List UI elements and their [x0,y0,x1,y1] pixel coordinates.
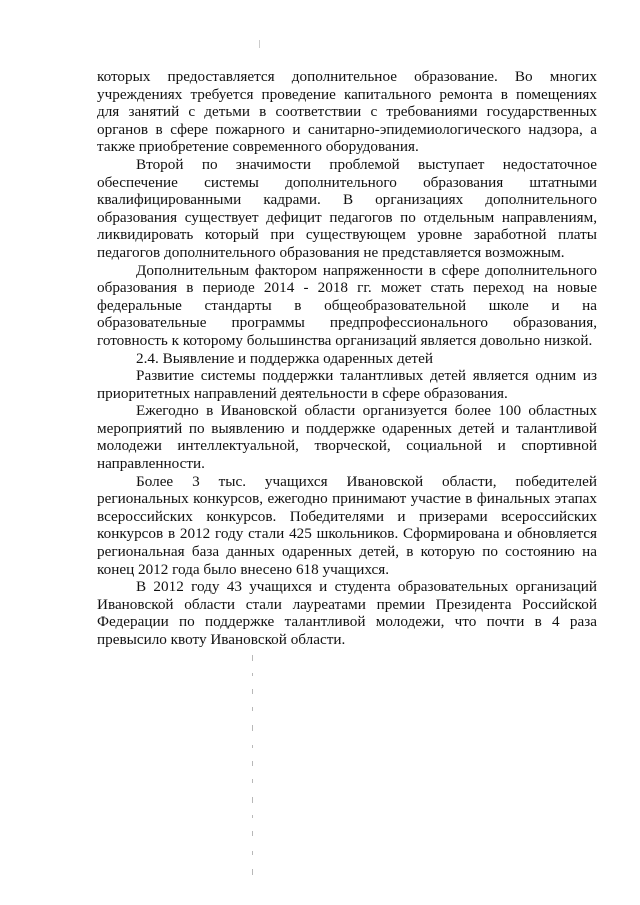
paragraph-competition-winners: Более 3 тыс. учащихся Ивановской области, победителей региональных конкурсов, ежегодно принимают участие в финальных этапах всероссийских конкурсов. Победителями и призерами всероссийских конкурсов в 2012 году стали 425 школьников. Сформирована и обновляется региональная база данных одаренных детей, в которую по состоянию на конец 2012 года было внесено 618 учащихся. [97,472,597,578]
scan-artifact [259,40,260,48]
document-body [97,68,597,649]
section-heading: 2.4. Выявление и поддержка одаренных детей [136,349,433,367]
paragraph-continuation: которых предоставляется дополнительное образование. Во многих учреждениях требуется проведение капитального ремонта в помещениях для занятий с детьми в соответствии с требованиями государственных органов в сфере пожарного и санитарно-эпидемиологического надзора, а также приобретение современного оборудования. [97,68,597,156]
paragraph-president-award: В 2012 году 43 учащихся и студента образовательных организаций Ивановской области стали лауреатами премии Президента Российской Федерации по поддержке талантливой молодежи, что почти в 4 раза превысило квоту Ивановской области. [97,578,597,648]
paragraph-regional-events: Ежегодно в Ивановской области организуется более 100 областных мероприятий по выявлению и поддержке одаренных детей и талантливой молодежи интеллектуальной, творческой, социальной и спортивной направленности. [97,402,597,473]
paragraph-talent-support: Развитие системы поддержки талантливых детей является одним из приоритетных направлений деятельности в сфере образования. [97,367,597,402]
scan-artifact-dots [252,655,256,885]
paragraph-standards-transition: Дополнительным фактором напряженности в сфере дополнительного образования в периоде 2014 - 2018 гг. может стать переход на новые федеральные стандарты в общеобразовательной школе и на образовательные программы предпрофессионального образования, готовность к которому большинства организаций является довольно низкой. [97,261,597,349]
paragraph-staffing-problem: Второй по значимости проблемой выступает недостаточное обеспечение системы дополнительного образования штатными квалифицированными кадрами. В организациях дополнительного образования существует дефицит педагогов по отдельным направлениям, ликвидировать который при существующем уровне заработной платы педагогов дополнительного образования не представляется возможным. [97,155,597,261]
